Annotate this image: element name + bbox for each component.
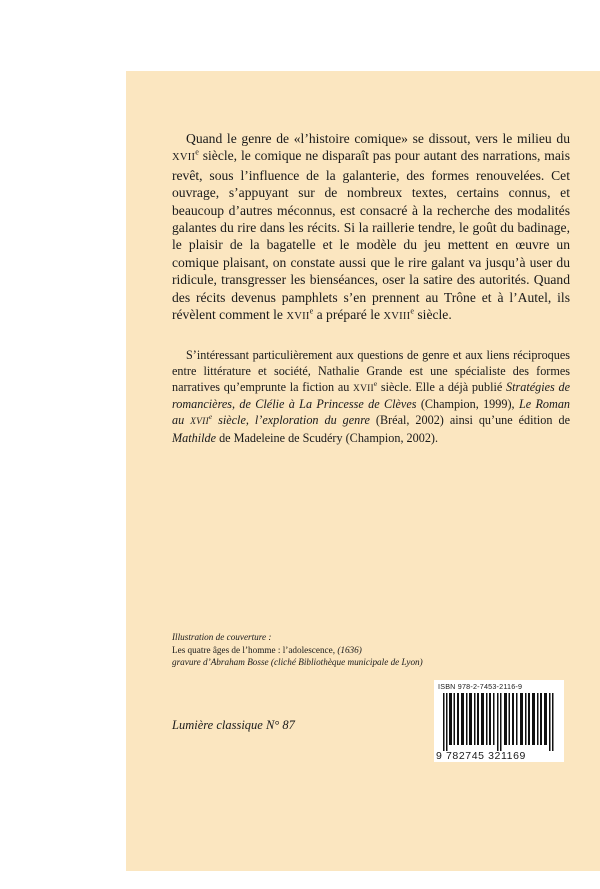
ean-digits: 9 782745 321169 <box>436 750 526 762</box>
summary-paragraph: Quand le genre de «l’histoire comique» se dissout, vers le milieu du XVIIe siècle, le comique ne disparaît pas pour autant des narrations, mais revêt, sous l’influence de la galanterie, des formes renouvelées. Cet ouvrage, s’appuyant sur de nombreux textes, certains connus, et beaucoup d’autres méconnus, est consacré à la recherche des modalités galantes du rire dans les récits. Si la raillerie tendre, le goût du badinage, le plaisir de la bagatelle et le modèle du jeu mettent en œuvre un comique plaisant, on constate aussi que le rire galant va jusqu’à user du ridicule, transgresser les bienséances, oser la satire des autorités. Quand des récits devenus pamphlets s’en prennent au Trône et à l’Autel, ils révèlent comment le XVIIe a préparé le XVIIIe siècle. <box>172 131 570 323</box>
credits-label: Illustration de couverture : <box>172 632 272 642</box>
barcode-icon <box>443 693 557 751</box>
collection-label: Lumière classique N° 87 <box>172 718 295 732</box>
credits-engraving: gravure d’Abraham Bosse (cliché Bibliothèque municipale de Lyon) <box>172 657 423 667</box>
credits-title: Les quatre âges de l’homme : l’adolescence, (1636) <box>172 644 362 655</box>
isbn-label: ISBN 978-2-7453-2116-9 <box>438 682 523 691</box>
author-paragraph: S’intéressant particulièrement aux questions de genre et aux liens réciproques entre littérature et société, Nathalie Grande est une spécialiste des formes narratives qu’emprunte la fiction au XVIIe siècle. Elle a déjà publié Stratégies de romancières, de Clélie à La Princesse de Clèves (Champion, 1999), Le Roman au XVIIe siècle, l’exploration du genre (Bréal, 2002) ainsi qu’une édition de Mathilde de Madeleine de Scudéry (Champion, 2002). <box>172 348 571 445</box>
cover-credits <box>172 631 472 669</box>
